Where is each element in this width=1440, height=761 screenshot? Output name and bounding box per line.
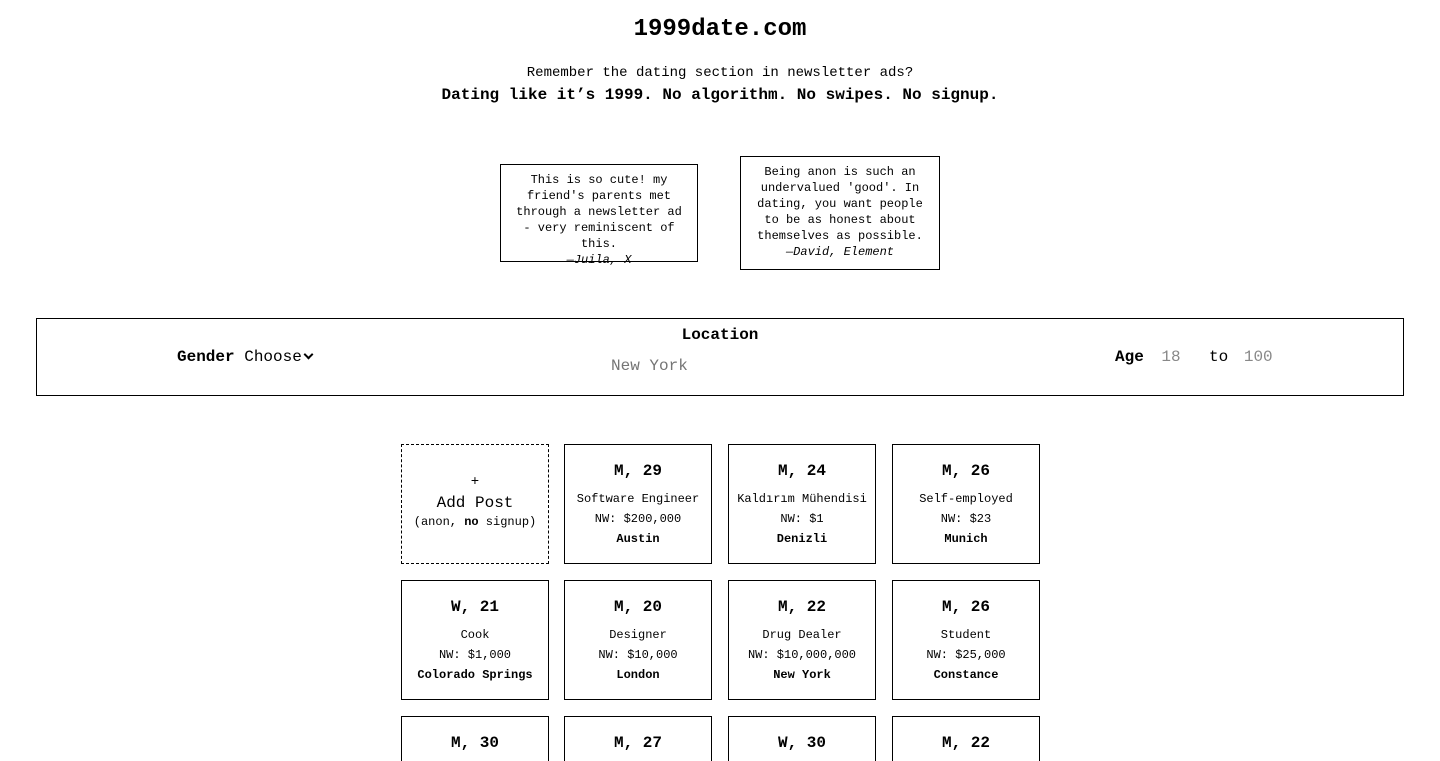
post-card[interactable]	[564, 580, 712, 700]
post-gender-age: M, 26	[941, 462, 990, 480]
post-card[interactable]	[564, 444, 712, 564]
post-gender-age: M, 26	[941, 598, 990, 616]
post-gender-age: M, 29	[613, 462, 662, 480]
location-input[interactable]	[597, 355, 811, 377]
testimonial-quote: Being anon is such an undervalued 'good'. In dating, you want people to be as honest about themselves as possible.	[757, 165, 923, 243]
gender-select-value: Choose	[244, 348, 302, 366]
post-card[interactable]	[728, 716, 876, 761]
post-gender-age: M, 22	[941, 734, 990, 752]
post-gender-age: M, 20	[613, 598, 662, 616]
post-job: Drug Dealer	[762, 628, 842, 642]
gender-select[interactable]	[244, 348, 312, 366]
plus-icon: +	[470, 474, 480, 490]
tagline: Remember the dating section in newsletter ads?	[526, 65, 914, 81]
post-job: Designer	[609, 628, 667, 642]
site-title[interactable]: 1999date.com	[633, 16, 807, 43]
testimonial-quote: This is so cute! my friend's parents met through a newsletter ad - very reminiscent of this.	[516, 173, 682, 251]
filter-bar	[36, 318, 1404, 396]
post-net-worth: NW: $23	[940, 512, 992, 526]
post-card[interactable]	[728, 444, 876, 564]
post-net-worth: NW: $1	[780, 512, 824, 526]
age-max-input[interactable]	[1244, 348, 1280, 366]
post-city: Colorado Springs	[417, 668, 533, 682]
post-city: Austin	[616, 532, 660, 546]
tagline-bold: Dating like it’s 1999. No algorithm. No swipes. No signup.	[441, 86, 999, 104]
age-filter	[1115, 347, 1280, 367]
post-gender-age: M, 24	[777, 462, 826, 480]
post-card[interactable]	[401, 580, 549, 700]
post-job: Student	[940, 628, 992, 642]
post-card[interactable]	[892, 444, 1040, 564]
post-card[interactable]	[564, 716, 712, 761]
post-card[interactable]	[728, 580, 876, 700]
post-net-worth: NW: $10,000,000	[747, 648, 857, 662]
post-city: Denizli	[776, 532, 828, 546]
post-city: London	[616, 668, 660, 682]
post-net-worth: NW: $25,000	[926, 648, 1006, 662]
post-gender-age: M, 27	[613, 734, 662, 752]
chevron-down-icon	[303, 350, 313, 360]
testimonial-author: —David, Element	[785, 245, 895, 259]
post-gender-age: M, 22	[777, 598, 826, 616]
post-gender-age: W, 21	[450, 598, 499, 616]
post-city: New York	[773, 668, 831, 682]
post-job: Software Engineer	[576, 492, 700, 506]
age-to-label: to	[1209, 348, 1229, 366]
testimonial-author: —Juila, X	[566, 253, 632, 267]
testimonial-card	[740, 156, 940, 270]
gender-label: Gender	[177, 348, 235, 366]
post-job: Kaldırım Mühendisi	[737, 492, 867, 506]
post-job: Cook	[460, 628, 490, 642]
post-city: Constance	[933, 668, 999, 682]
post-net-worth: NW: $200,000	[594, 512, 682, 526]
post-card[interactable]	[892, 580, 1040, 700]
post-net-worth: NW: $1,000	[438, 648, 511, 662]
add-post-button[interactable]	[401, 444, 549, 564]
age-label: Age	[1115, 348, 1144, 366]
post-gender-age: M, 30	[450, 734, 499, 752]
location-label: Location	[681, 326, 759, 344]
post-job: Self-employed	[919, 492, 1013, 506]
add-post-sublabel: (anon, no signup)	[413, 515, 537, 529]
post-card[interactable]	[401, 716, 549, 761]
gender-filter	[177, 347, 312, 367]
post-gender-age: W, 30	[777, 734, 826, 752]
post-city: Munich	[944, 532, 988, 546]
post-net-worth: NW: $10,000	[598, 648, 678, 662]
testimonial-card	[500, 164, 698, 267]
add-post-label: Add Post	[436, 494, 514, 512]
age-min-input[interactable]	[1161, 348, 1197, 366]
post-card[interactable]	[892, 716, 1040, 761]
